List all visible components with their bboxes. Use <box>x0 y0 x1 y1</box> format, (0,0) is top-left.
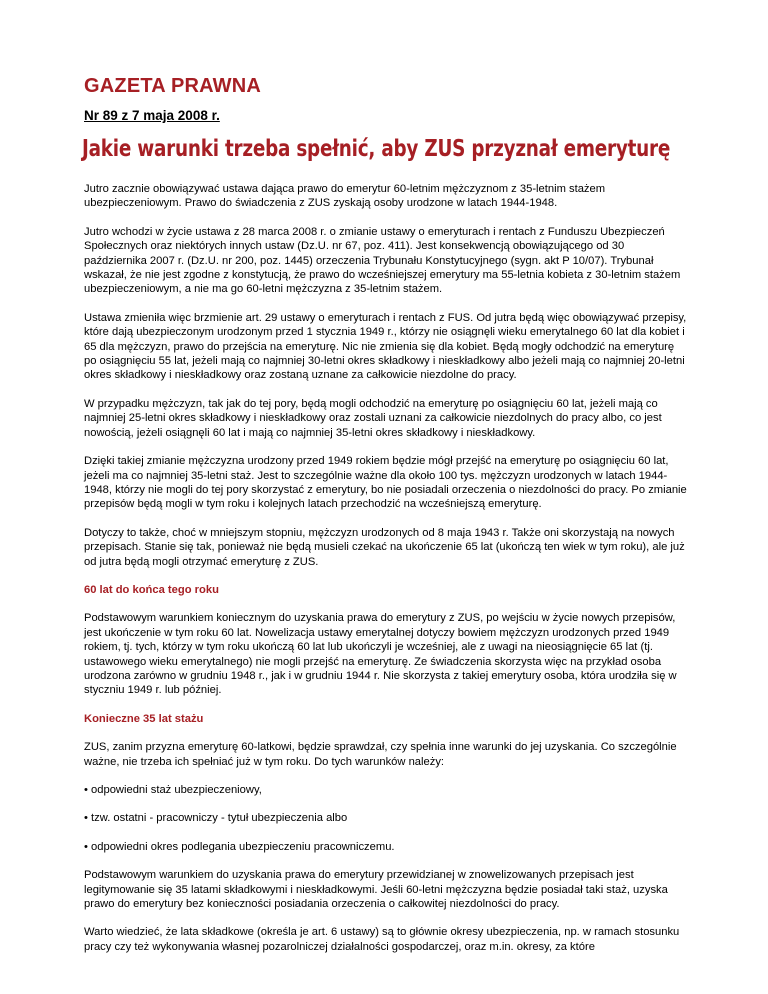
paragraph: W przypadku mężczyzn, tak jak do tej pory, będą mogli odchodzić na emeryturę po osiągnięciu 60 lat, jeżeli mają co najmniej 25-letni okres składkowy i nieskładkowy oraz zostali uznani za całkowicie niezdolnych do pracy albo, co jest nowością, jeżeli osiągnęli 60 lat i mają co najmniej 35-letni okres składkowy i nieskładkowy. <box>84 397 662 439</box>
paragraph: Podstawowym warunkiem koniecznym do uzyskania prawa do emerytury z ZUS, po wejściu w życie nowych przepisów, jest ukończenie w tym roku 60 lat. Nowelizacja ustawy emerytalnej dotyczy bowiem mężczyzn urodzonych przed 1949 rokiem, tj. tych, którzy w tym roku ukończą 60 lat lub ukończyli je wcześniej, ale z uwagi na nieosiągnięcie 65 lat (tj. ustawowego wieku emerytalnego) nie mogli przejść na emeryturę. Ze świadczenia skorzysta więc na przykład osoba urodzona zarówno w grudniu 1948 r., jak i w grudniu 1944 r. Nie skorzysta z takiej emerytury osoba, która urodziła się w styczniu 1949 r. lub później. <box>84 612 677 697</box>
paragraph: Warto wiedzieć, że lata składkowe (określa je art. 6 ustawy) są to głównie okresy ubezpieczenia, np. w ramach stosunku pracy czy też wykonywania własnej pozarolniczej działalności gospodarczej, oraz m.in. okresy, za które <box>84 926 680 953</box>
paragraph: Dotyczy to także, choć w mniejszym stopniu, mężczyzn urodzonych od 8 maja 1943 r. Także oni skorzystają na nowych przepisach. Stanie się tak, ponieważ nie będą musieli czekać na ukończenie 65 lat (ukończą ten wiek w tym roku), ale już od jutra będą mogli otrzymać emeryturę z ZUS. <box>84 526 685 568</box>
masthead: GAZETA PRAWNA <box>84 75 262 97</box>
bullet-item: • tzw. ostatni - pracowniczy - tytuł ubezpieczenia albo <box>84 812 348 825</box>
bullet-item: • odpowiedni staż ubezpieczeniowy, <box>84 784 262 796</box>
article-body <box>84 182 688 968</box>
section-heading: Konieczne 35 lat stażu <box>84 712 204 725</box>
article-headline: Jakie warunki trzeba spełnić, aby ZUS przyznał emeryturę <box>82 136 671 162</box>
paragraph: Podstawowym warunkiem do uzyskania prawa do emerytury przewidzianej w znowelizowanych przepisach jest legitymowanie się 35 latami składkowymi i nieskładkowymi. Jeśli 60-letni mężczyzna będzie posiadał taki staż, uzyska prawo do emerytury bez konieczności posiadania orzeczenia o całkowitej niezdolności do pracy. <box>84 869 668 911</box>
bullet-item: • odpowiedni okres podlegania ubezpieczeniu pracowniczemu. <box>84 840 395 853</box>
paragraph: ZUS, zanim przyzna emeryturę 60-latkowi, będzie sprawdzał, czy spełnia inne warunki do jej uzyskania. Co szczególnie ważne, nie trzeba ich spełniać już w tym roku. Do tych warunków należy: <box>84 741 677 768</box>
lead-paragraph: Jutro zacznie obowiązywać ustawa dająca prawo do emerytur 60-letnim mężczyznom z 35-letnim stażem ubezpieczeniowym. Prawo do świadczenia z ZUS zyskają osoby urodzone w latach 1944-1948. <box>84 183 606 210</box>
paragraph: Jutro wchodzi w życie ustawa z 28 marca 2008 r. o zmianie ustawy o emeryturach i rentach z Funduszu Ubezpieczeń Społecznych oraz niektórych innych ustaw (Dz.U. nr 67, poz. 411). Jest konsekwencją obowiązującego od 30 października 2007 r. (Dz.U. nr 200, poz. 1445) orzeczenia Trybunału Konstytucyjnego (sygn. akt P 10/07). Trybunał wskazał, że nie jest zgodne z konstytucją, że prawo do wcześniejszej emerytury ma 55-letnia kobieta z 30-letnim stażem ubezpieczeniowym, a nie ma go 60-letni mężczyzna z 35-letnim stażem. <box>84 225 681 296</box>
paragraph: Ustawa zmieniła więc brzmienie art. 29 ustawy o emeryturach i rentach z FUS. Od jutra będą więc obowiązywać przepisy, które dają ubezpieczonym urodzonym przed 1 stycznia 1949 r., którzy nie osiągnęli wieku emerytalnego 60 lat dla kobiet i 65 dla mężczyzn, prawo do przejścia na emeryturę. Nic nie zmienia się dla kobiet. Będą mogły odchodzić na emeryturę po osiągnięciu 55 lat, jeżeli mają co najmniej 30-letni okres składkowy i nieskładkowy albo jeżeli mają co najmniej 20-letni okres składkowy i nieskładkowy oraz zostaną uznane za całkowicie niezdolne do pracy. <box>84 311 687 382</box>
paragraph: Dzięki takiej zmianie mężczyzna urodzony przed 1949 rokiem będzie mógł przejść na emeryturę po osiągnięciu 60 lat, jeżeli ma co najmniej 35-letni staż. Jest to szczególnie ważne dla około 100 tys. mężczyzn urodzonych w latach 1944-1948, którzy nie mogli do tej pory skorzystać z emerytury, bo nie posiadali orzeczenia o niezdolności do pracy. Po zmianie przepisów będą mogli w tym roku i kolejnych latach przechodzić na wcześniejszą emeryturę. <box>84 455 687 511</box>
issue-number: Nr 89 z 7 maja 2008 r. <box>84 108 220 123</box>
section-heading: 60 lat do końca tego roku <box>84 583 219 596</box>
